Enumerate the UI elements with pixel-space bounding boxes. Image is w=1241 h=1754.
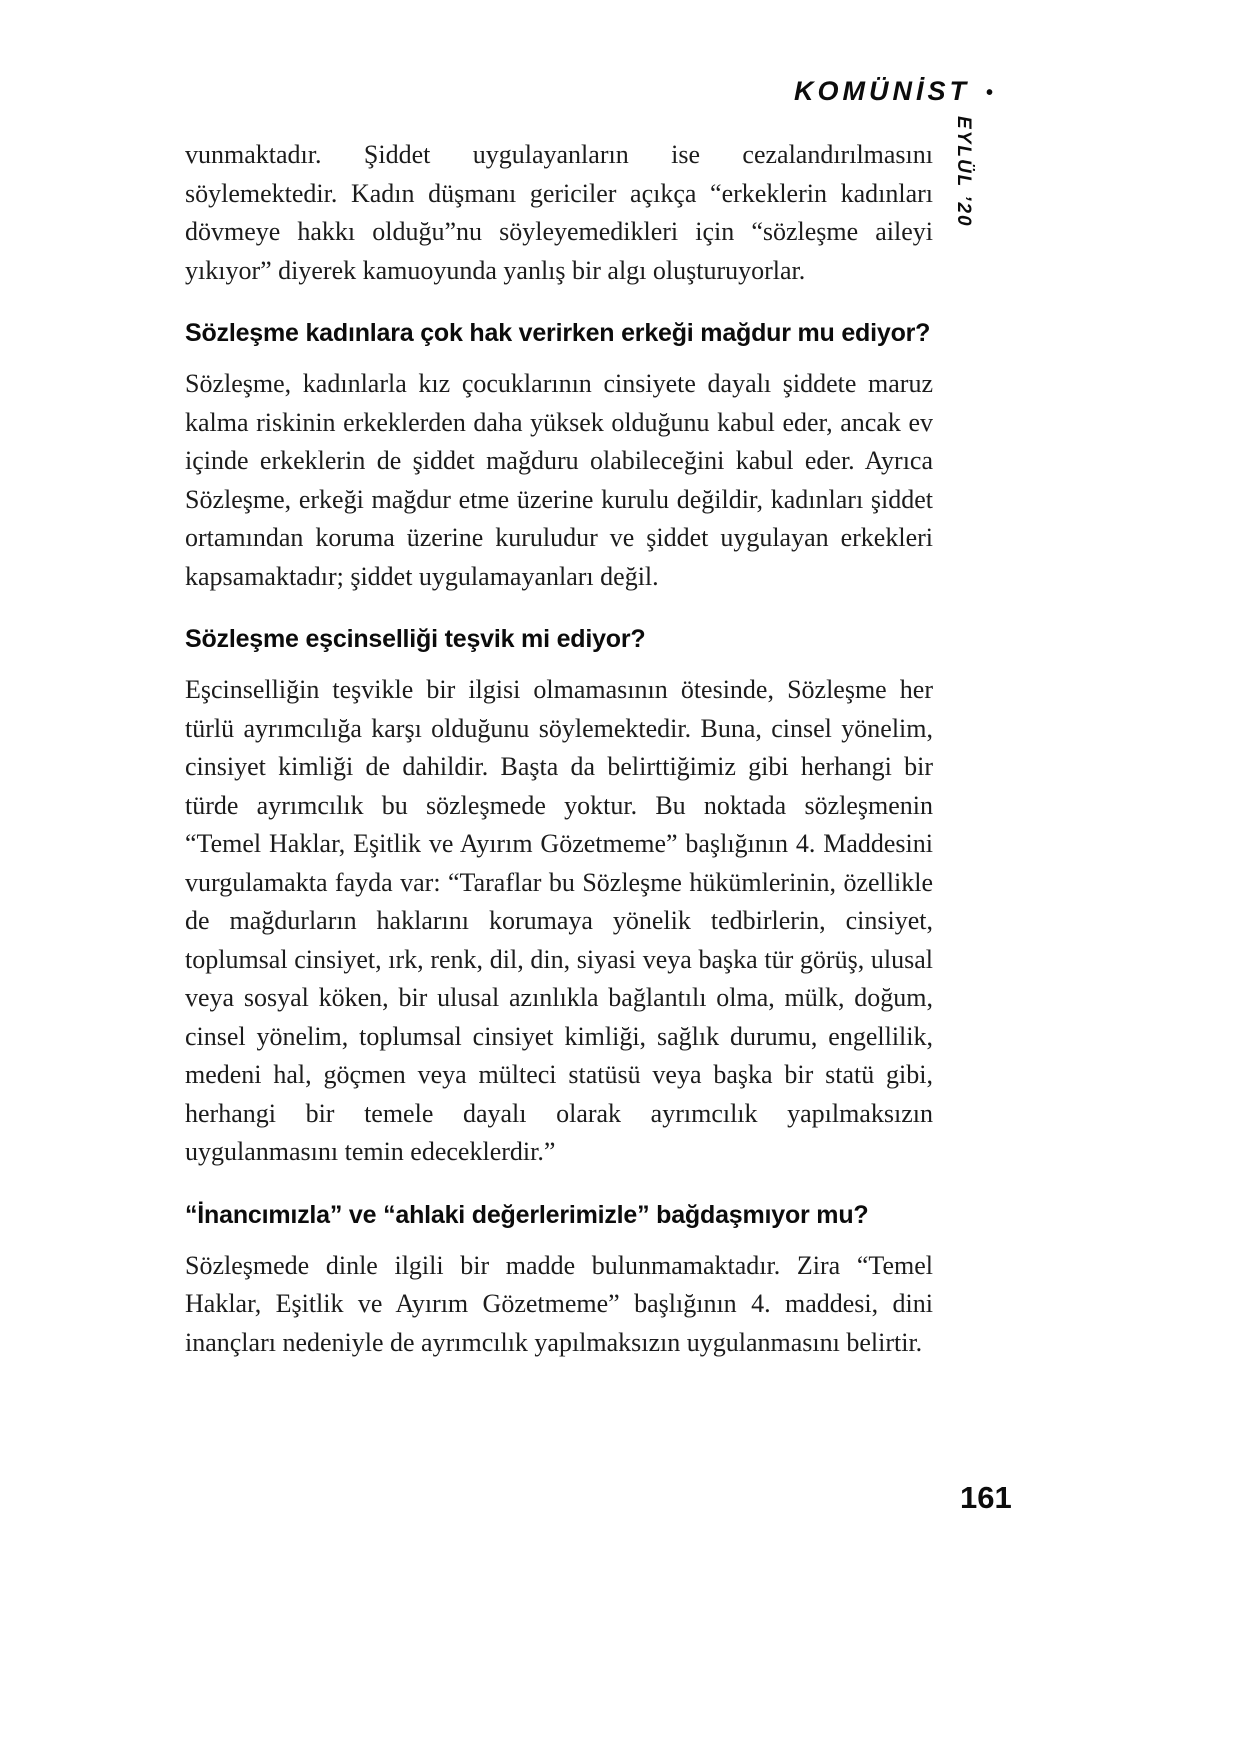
article-body: [185, 136, 933, 1362]
section-heading-3: “İnancımızla” ve “ahlaki değerlerimizle” bağdaşmıyor mu?: [185, 1200, 869, 1229]
page-number: 161: [960, 1480, 1012, 1515]
issue-date-vertical: EYLÜL ’20: [953, 116, 974, 228]
running-head: [794, 76, 993, 107]
paragraph-3: Sözleşmede dinle ilgili bir madde bulunmamaktadır. Zira “Temel Haklar, Eşitlik ve Ayırım Gözetmeme” başlığının 4. maddesi, dini inançları nedeniyle de ayrımcılık yapılmaksızın uygulanmasını belirtir.: [185, 1250, 933, 1357]
paragraph-1: Sözleşme, kadınlarla kız çocuklarının cinsiyete dayalı şiddete maruz kalma riskinin erkeklerden daha yüksek olduğunu kabul eder, ancak ev içinde erkeklerin de şiddet mağduru olabileceğini kabul eder. Ayrıca Sözleşme, erkeği mağdur etme üzerine kurulu değildir, kadınları şiddet ortamından koruma üzerine kuruludur ve şiddet uygulayan erkekleri kapsamaktadır; şiddet uygulamayanları değil.: [185, 369, 933, 591]
paragraph-continuation: vunmaktadır. Şiddet uygulayanların ise cezalandırılmasını söylemektedir. Kadın düşmanı gericiler açıkça “erkeklerin kadınları dövmeye hakkı olduğu”nu söyleyemedikleri için “sözleşme aileyi yıkıyor” diyerek kamuoyunda yanlış bir algı oluşturuyorlar.: [185, 140, 933, 285]
paragraph-2: Eşcinselliğin teşvikle bir ilgisi olmamasının ötesinde, Sözleşme her türlü ayrımcılığa karşı olduğunu söylemektedir. Buna, cinsel yönelim, cinsiyet kimliği de dahildir. Başta da belirttiğimiz gibi herhangi bir türde ayrımcılık bu sözleşmede yoktur. Bu noktada sözleşmenin “Temel Haklar, Eşitlik ve Ayırım Gözetmeme” başlığının 4. Maddesini vurgulamakta fayda var: “Taraflar bu Sözleşme hükümlerinin, özellikle de mağdurların haklarını korumaya yönelik tedbirlerin, cinsiyet, toplumsal cinsiyet, ırk, renk, dil, din, siyasi veya başka tür görüş, ulusal veya sosyal köken, bir ulusal azınlıkla bağlantılı olma, mülk, doğum, cinsel yönelim, toplumsal cinsiyet kimliği, sağlık durumu, engellilik, medeni hal, göçmen veya mülteci statüsü veya başka bir statü gibi, herhangi bir temele dayalı olarak ayrımcılık yapılmaksızın uygulanmasını temin edeceklerdir.”: [185, 675, 933, 1166]
section-heading-2: Sözleşme eşcinselliği teşvik mi ediyor?: [185, 625, 646, 653]
masthead-bullet: •: [985, 82, 993, 104]
section-heading-1: Sözleşme kadınlara çok hak verirken erkeği mağdur mu ediyor?: [185, 319, 931, 347]
magazine-title: KOMÜNİST: [793, 76, 970, 106]
